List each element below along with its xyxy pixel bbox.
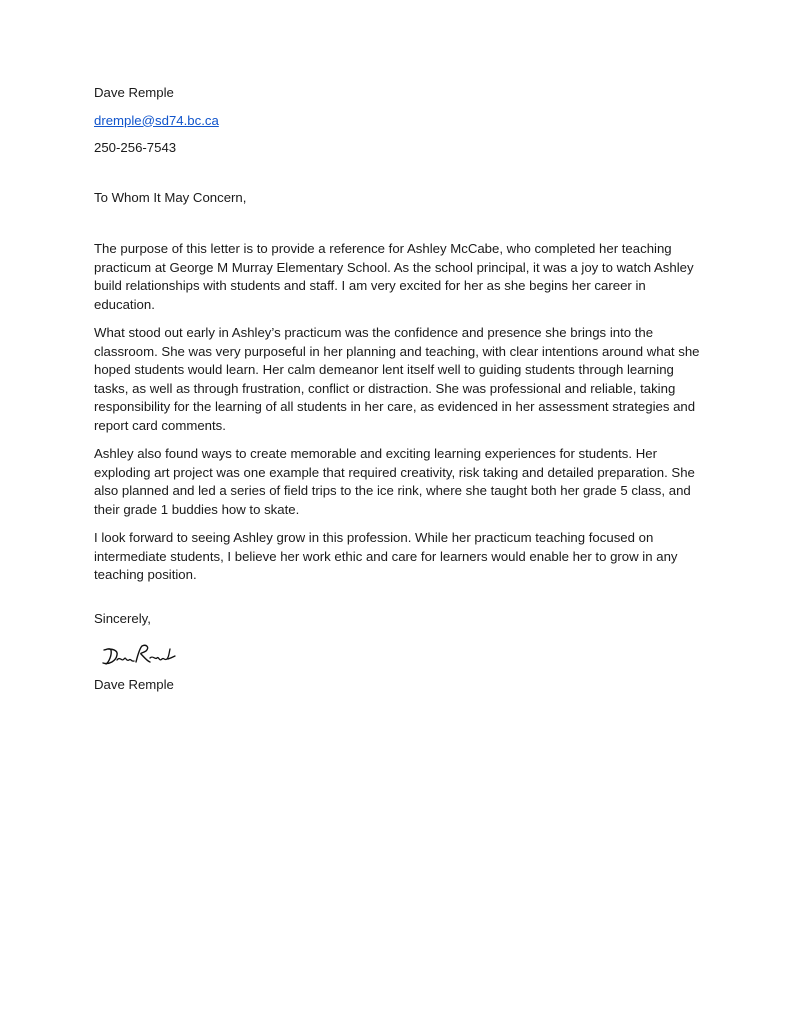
paragraph-line: tasks, as well as through frustration, conflict or distraction. She was professional and reliable, taking (94, 380, 676, 396)
paragraph-line: build relationships with students and staff. I am very excited for her as she begins her career in (94, 278, 646, 293)
handwritten-signature (100, 640, 178, 668)
letter-body (94, 84, 706, 695)
paragraph-line: Ashley also found ways to create memorable and exciting learning experiences for students. Her (94, 446, 657, 461)
signer-name: Dave Remple (94, 677, 174, 692)
closing: Sincerely, (94, 610, 151, 626)
paragraph-line: their grade 1 buddies how to skate. (94, 501, 300, 517)
paragraph-line: exploding art project was one example that required creativity, risk taking and detailed preparation. She (94, 464, 695, 480)
paragraph-line: practicum at George M Murray Elementary School. As the school principal, it was a joy to watch Ashley (94, 259, 694, 275)
paragraph-line: What stood out early in Ashley’s practicum was the confidence and presence she brings into the (94, 325, 654, 340)
paragraph-line: teaching position. (94, 567, 197, 582)
sender-email-link[interactable]: dremple@sd74.bc.ca (94, 112, 219, 128)
sender-phone: 250-256-7543 (94, 140, 177, 155)
paragraph-line: intermediate students, I believe her work ethic and care for learners would enable her to grow in any (94, 548, 678, 564)
sender-name: Dave Remple (94, 85, 174, 100)
paragraph-line: also planned and led a series of field trips to the ice rink, where she taught both her grade 5 class, and (94, 483, 691, 498)
paragraph-1 (94, 240, 706, 314)
paragraph-line: classroom. She was very purposeful in her planning and teaching, with clear intentions around what she (94, 343, 700, 359)
paragraph-line: I look forward to seeing Ashley grow in this profession. While her practicum teaching focused on (94, 530, 654, 545)
paragraph-line: The purpose of this letter is to provide a reference for Ashley McCabe, who completed her teaching (94, 241, 672, 256)
paragraph-2 (94, 324, 706, 435)
paragraph-line: responsibility for the learning of all students in her care, as evidenced in her assessment strategies and (94, 399, 696, 414)
paragraph-4 (94, 529, 706, 585)
paragraph-line: education. (94, 296, 155, 312)
paragraph-line: report card comments. (94, 417, 226, 433)
salutation: To Whom It May Concern, (94, 189, 247, 205)
paragraph-3 (94, 445, 706, 519)
paragraph-line: hoped students would learn. Her calm demeanor lent itself well to guiding students through learning (94, 362, 674, 377)
